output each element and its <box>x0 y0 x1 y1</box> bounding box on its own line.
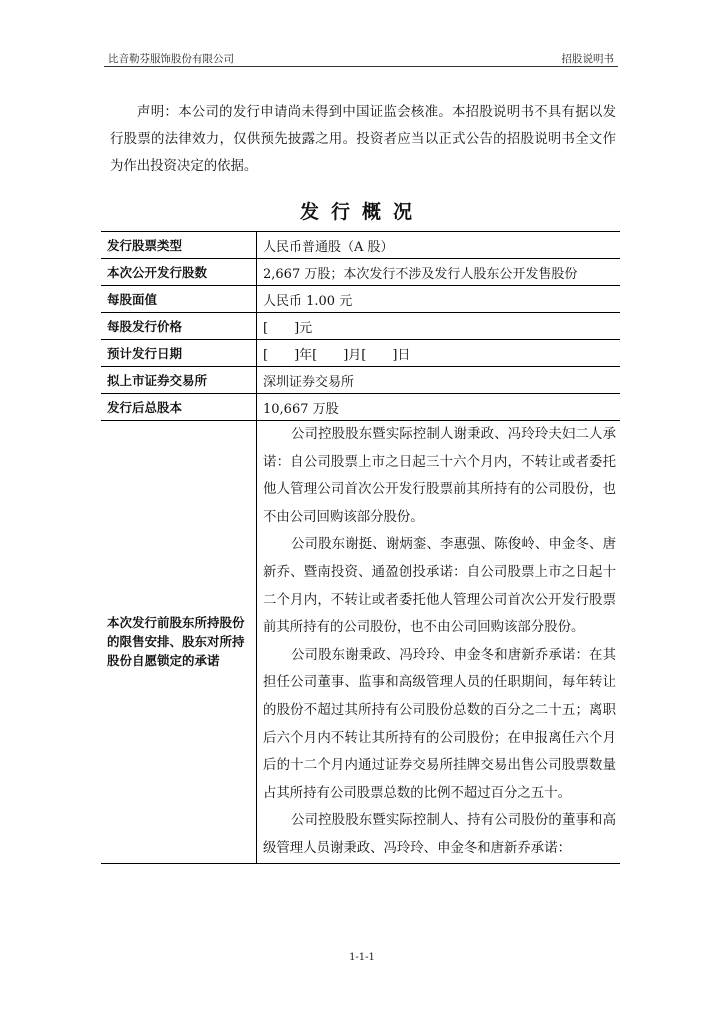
row-label: 发行后总股本 <box>101 394 257 421</box>
row-value: 人民币 1.00 元 <box>257 286 621 313</box>
lockup-paragraph: 公司控股股东暨实际控制人谢秉政、冯玲玲夫妇二人承诺：自公司股票上市之日起三十六个月内，不转让或者委托他人管理公司首次公开发行股票前其所持有的公司股份，也不由公司回购该部分股份。 <box>263 427 616 525</box>
row-value: [ ]元 <box>257 313 621 340</box>
offering-summary-table <box>101 231 620 864</box>
row-value: 人民币普通股（A 股） <box>257 232 621 259</box>
header-doc-type: 招股说明书 <box>561 53 614 65</box>
header-company: 比音勒芬服饰股份有限公司 <box>108 53 234 65</box>
lockup-row <box>101 421 620 864</box>
page-header <box>104 47 618 65</box>
lockup-content <box>257 421 621 864</box>
row-label: 预计发行日期 <box>101 340 257 367</box>
row-label: 发行股票类型 <box>101 232 257 259</box>
table-row <box>101 313 620 340</box>
row-label: 拟上市证券交易所 <box>101 367 257 394</box>
table-row <box>101 286 620 313</box>
table-row <box>101 259 620 286</box>
row-value: 10,667 万股 <box>257 394 621 421</box>
page-number: 1-1-1 <box>349 952 375 963</box>
table-row <box>101 367 620 394</box>
header-rule <box>104 66 618 67</box>
row-value: [ ]年[ ]月[ ]日 <box>257 340 621 367</box>
table-row <box>101 340 620 367</box>
row-value: 2,667 万股；本次发行不涉及发行人股东公开发售股份 <box>257 259 621 286</box>
table-row <box>101 394 620 421</box>
lockup-paragraph: 公司股东谢秉政、冯玲玲、申金冬和唐新乔承诺：在其担任公司董事、监事和高级管理人员的任职期间，每年转让的股份不超过其所持有公司股份总数的百分之二十五；离职后六个月内不转让其所持有的公司股份；在申报离任六个月后的十二个月内通过证券交易所挂牌交易出售公司股票数量占其所持有公司股票总数的比例不超过百分之五十。 <box>263 647 616 801</box>
row-label: 每股发行价格 <box>101 313 257 340</box>
table-row <box>101 232 620 259</box>
disclaimer-statement: 声明：本公司的发行申请尚未得到中国证监会核准。本招股说明书不具有据以发行股票的法律效力，仅供预先披露之用。投资者应当以正式公告的招股说明书全文作为作出投资决定的依据。 <box>110 105 616 174</box>
lockup-paragraph: 公司股东谢挺、谢炳銮、李惠强、陈俊岭、申金冬、唐新乔、暨南投资、通盈创投承诺：自公司股票上市之日起十二个月内，不转让或者委托他人管理公司首次公开发行股票前其所持有的公司股份，也不由公司回购该部分股份。 <box>263 537 616 636</box>
lockup-paragraph: 公司控股股东暨实际控制人、持有公司股份的董事和高级管理人员谢秉政、冯玲玲、申金冬和唐新乔承诺： <box>263 813 616 856</box>
row-label: 本次公开发行股数 <box>101 259 257 286</box>
page-title: 发行概况 <box>299 201 424 223</box>
row-label: 每股面值 <box>101 286 257 313</box>
row-value: 深圳证券交易所 <box>257 367 621 394</box>
lockup-label: 本次发行前股东所持股份的限售安排、股东对所持股份自愿锁定的承诺 <box>101 421 257 864</box>
